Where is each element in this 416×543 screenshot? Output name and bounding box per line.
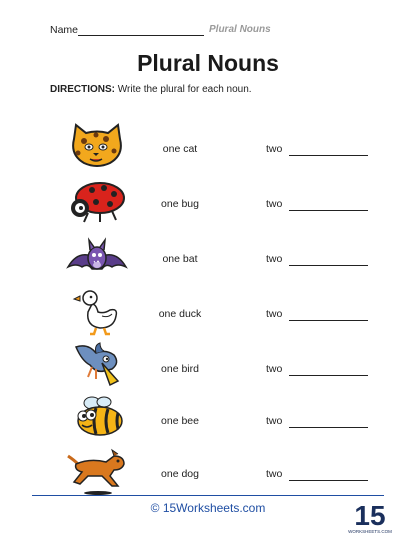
answer-blank[interactable] [289,375,368,376]
name-label: Name [50,24,79,36]
answer-blank[interactable] [289,480,368,481]
plural-prompt: two [266,143,283,155]
duck-icon [66,286,128,336]
logo-number: 15 [354,500,386,531]
noun-row [0,121,416,173]
answer-blank[interactable] [289,210,368,211]
directions-label: DIRECTIONS: [50,84,115,95]
footer-copyright[interactable]: © 15Worksheets.com [150,501,266,515]
answer-blank[interactable] [289,320,368,321]
noun-row [0,341,416,393]
noun-row [0,231,416,283]
ladybug-icon [66,176,128,226]
bee-icon [66,393,128,443]
singular-noun: one bug [161,198,199,210]
worksheets-logo-icon [348,498,392,538]
plural-prompt: two [266,468,283,480]
header-tag: Plural Nouns [209,24,271,35]
answer-blank[interactable] [289,427,368,428]
singular-noun: one bird [161,363,199,375]
plural-prompt: two [266,415,283,427]
answer-blank[interactable] [289,265,368,266]
singular-noun: one duck [158,308,202,320]
plural-prompt: two [266,308,283,320]
bird-icon [66,341,128,391]
logo-text: WORKSHEETS.COM [348,529,392,534]
bat-icon [66,231,128,281]
noun-row [0,176,416,228]
page-title: Plural Nouns [137,50,279,76]
directions [50,84,252,95]
noun-row [0,286,416,338]
singular-noun: one bat [162,253,198,265]
noun-row [0,393,416,445]
noun-row [0,446,416,498]
singular-noun: one dog [161,468,199,480]
singular-noun: one cat [162,143,198,155]
plural-prompt: two [266,253,283,265]
dog-icon [66,446,128,496]
answer-blank[interactable] [289,155,368,156]
cat-icon [66,121,128,171]
name-field[interactable] [78,35,204,36]
singular-noun: one bee [161,415,199,427]
plural-prompt: two [266,363,283,375]
directions-text: Write the plural for each noun. [115,84,252,95]
plural-prompt: two [266,198,283,210]
footer-divider [32,495,384,496]
